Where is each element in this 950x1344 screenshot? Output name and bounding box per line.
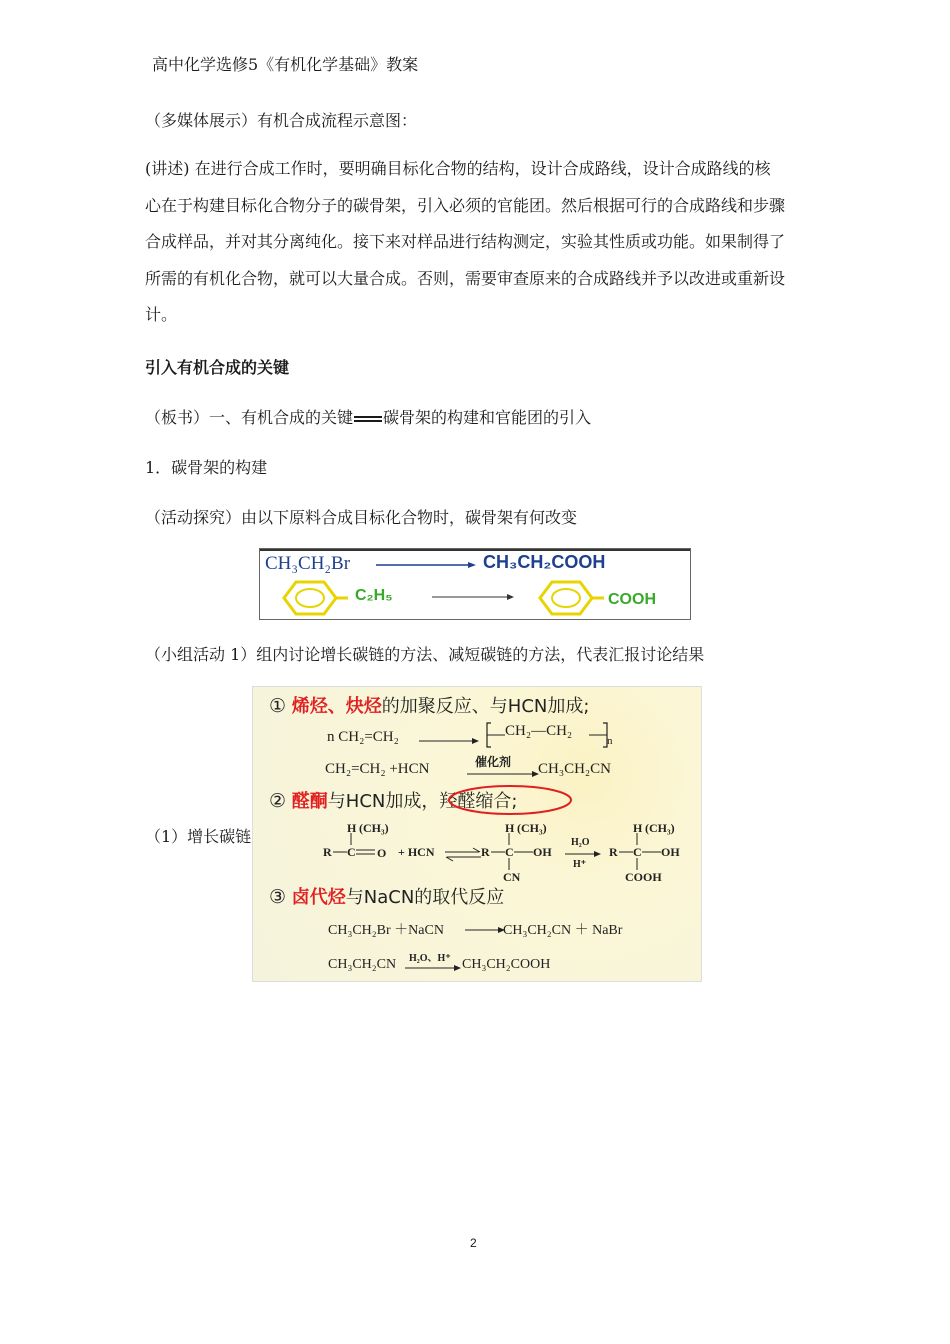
step-number: ③ bbox=[269, 886, 287, 908]
atom-r: R bbox=[609, 845, 618, 859]
acid-product: CH₃CH₂COOH bbox=[462, 957, 551, 972]
acid-catalyst: H⁺ bbox=[573, 859, 587, 870]
double-dash-icon bbox=[354, 416, 382, 422]
atom-r: R bbox=[481, 845, 490, 859]
lecture-line: (讲述) 在进行合成工作时，要明确目标化合物的结构，设计合成路线，设计合成路线的核 bbox=[145, 159, 771, 178]
substitution-products: CH₃CH₂CN ＋ NaBr bbox=[503, 923, 623, 938]
method-2-text: 与HCN加成， bbox=[327, 791, 440, 812]
hydrolysis-water: H₂O bbox=[571, 837, 590, 848]
carboxyl-substituent: COOH bbox=[608, 591, 656, 608]
atom-c: C bbox=[347, 845, 356, 859]
activity-prompt: （活动探究）由以下原料合成目标化合物时，碳骨架有何改变 bbox=[145, 508, 578, 527]
lecture-line: 心在于构建目标化合物分子的碳骨架，引入必须的官能团。然后根据可行的合成路线和步骤 bbox=[145, 195, 786, 215]
step-number: ② bbox=[269, 790, 287, 812]
hcn-addition-reactants: CH₂=CH₂ +HCN bbox=[325, 761, 430, 777]
bond-lines bbox=[481, 829, 541, 873]
lecture-line: 所需的有机化合物，就可以大量合成。否则，需要审查原来的合成路线并予以改进或重新设 bbox=[145, 268, 786, 288]
board-line bbox=[145, 407, 591, 429]
hydrolysis-conditions: H₂O、H⁺ bbox=[409, 953, 451, 964]
ethyl-substituent: C₂H₅ bbox=[355, 587, 393, 604]
equilibrium-arrow-icon bbox=[443, 847, 483, 863]
lecture-line: 合成样品，并对其分离纯化。接下来对样品进行结构测定，实验其性质或功能。如果制得了 bbox=[145, 232, 786, 251]
atom-r: R bbox=[323, 845, 332, 859]
group-activity bbox=[145, 644, 704, 666]
polymerization-reactant: n CH₂=CH₂ bbox=[327, 729, 399, 745]
step-number: ① bbox=[269, 695, 287, 717]
lecture-line: 计。 bbox=[145, 305, 178, 324]
methyl-alt: (CH₃) bbox=[517, 821, 547, 835]
reaction-arrow-icon bbox=[467, 769, 539, 779]
method-3-heading bbox=[269, 883, 504, 909]
product-propanoic-acid: CH₃CH₂COOH bbox=[483, 552, 606, 572]
method-1-highlight: 烯烃、炔烃 bbox=[291, 696, 382, 717]
reaction-arrow-icon bbox=[405, 963, 461, 973]
lecture-paragraph bbox=[145, 151, 815, 334]
methyl-alt: (CH₃) bbox=[645, 821, 675, 835]
carboxyl-group: COOH bbox=[625, 870, 662, 884]
subsection-title: 1．碳骨架的构建 bbox=[145, 458, 268, 477]
method-1-heading bbox=[269, 692, 589, 718]
benzene-ring-icon bbox=[272, 579, 348, 617]
hcn-reagent: + HCN bbox=[398, 845, 435, 859]
hcn-addition-product: CH₃CH₂CN bbox=[538, 761, 611, 777]
atom-h: H bbox=[347, 821, 357, 835]
board-left: （板书）一、有机合成的关键 bbox=[145, 408, 354, 427]
method-2-highlight: 醛酮 bbox=[291, 791, 328, 812]
atom-c: C bbox=[633, 845, 642, 859]
reaction-figure-1 bbox=[259, 548, 691, 620]
document-header: 高中化学选修5《有机化学基础》教案 bbox=[152, 55, 419, 74]
method-3-highlight: 卤代烃 bbox=[291, 887, 346, 908]
figure-top-rule bbox=[260, 549, 690, 551]
board-right: 碳骨架的构建和官能团的引入 bbox=[383, 408, 592, 427]
bond-lines bbox=[609, 829, 669, 873]
nitrile-reactant: CH₃CH₂CN bbox=[328, 957, 397, 972]
hydroxyl: OH bbox=[661, 845, 680, 859]
atom-h: H bbox=[633, 821, 643, 835]
bond-lines bbox=[323, 829, 383, 865]
reaction-arrow-icon bbox=[432, 592, 514, 602]
atom-o: O bbox=[377, 846, 387, 860]
reactant-ethyl-bromide: CH₃CH₂Br bbox=[265, 553, 351, 574]
highlight-ellipse-icon bbox=[446, 783, 576, 817]
reaction-arrow-icon bbox=[376, 559, 476, 571]
reaction-arrow-icon bbox=[419, 736, 479, 746]
reaction-arrow-icon bbox=[465, 925, 505, 935]
page-number: 2 bbox=[470, 1236, 477, 1250]
aldol-condensation-circled: 羟醛缩合; bbox=[439, 791, 518, 812]
benzene-ring-icon bbox=[528, 579, 604, 617]
atom-h: H bbox=[505, 821, 515, 835]
methyl-alt: (CH₃) bbox=[359, 821, 389, 835]
group-activity-text: （小组活动 1）组内讨论增长碳链的方法、减短碳链的方法，代表汇报讨论结果 bbox=[145, 645, 705, 664]
catalyst-label: 催化剂 bbox=[475, 755, 512, 769]
cyano-group: CN bbox=[503, 870, 521, 884]
item-lengthen-chain: （1）增长碳链 bbox=[145, 827, 252, 846]
method-3-text: 与NaCN的取代反应 bbox=[345, 887, 505, 908]
hydroxyl: OH bbox=[533, 845, 552, 859]
reaction-arrow-icon bbox=[565, 849, 601, 859]
method-1-text: 的加聚反应、与HCN加成; bbox=[381, 696, 590, 717]
intro-label: （多媒体展示）有机合成流程示意图： bbox=[145, 111, 418, 130]
polymer-n: n bbox=[607, 735, 613, 747]
substitution-reactants: CH₃CH₂Br ＋NaCN bbox=[328, 923, 444, 938]
atom-c: C bbox=[505, 845, 514, 859]
section-heading: 引入有机合成的关键 bbox=[145, 358, 290, 377]
polymer-repeat-unit: CH₂—CH₂ bbox=[505, 723, 573, 739]
chain-lengthening-figure bbox=[252, 686, 702, 982]
